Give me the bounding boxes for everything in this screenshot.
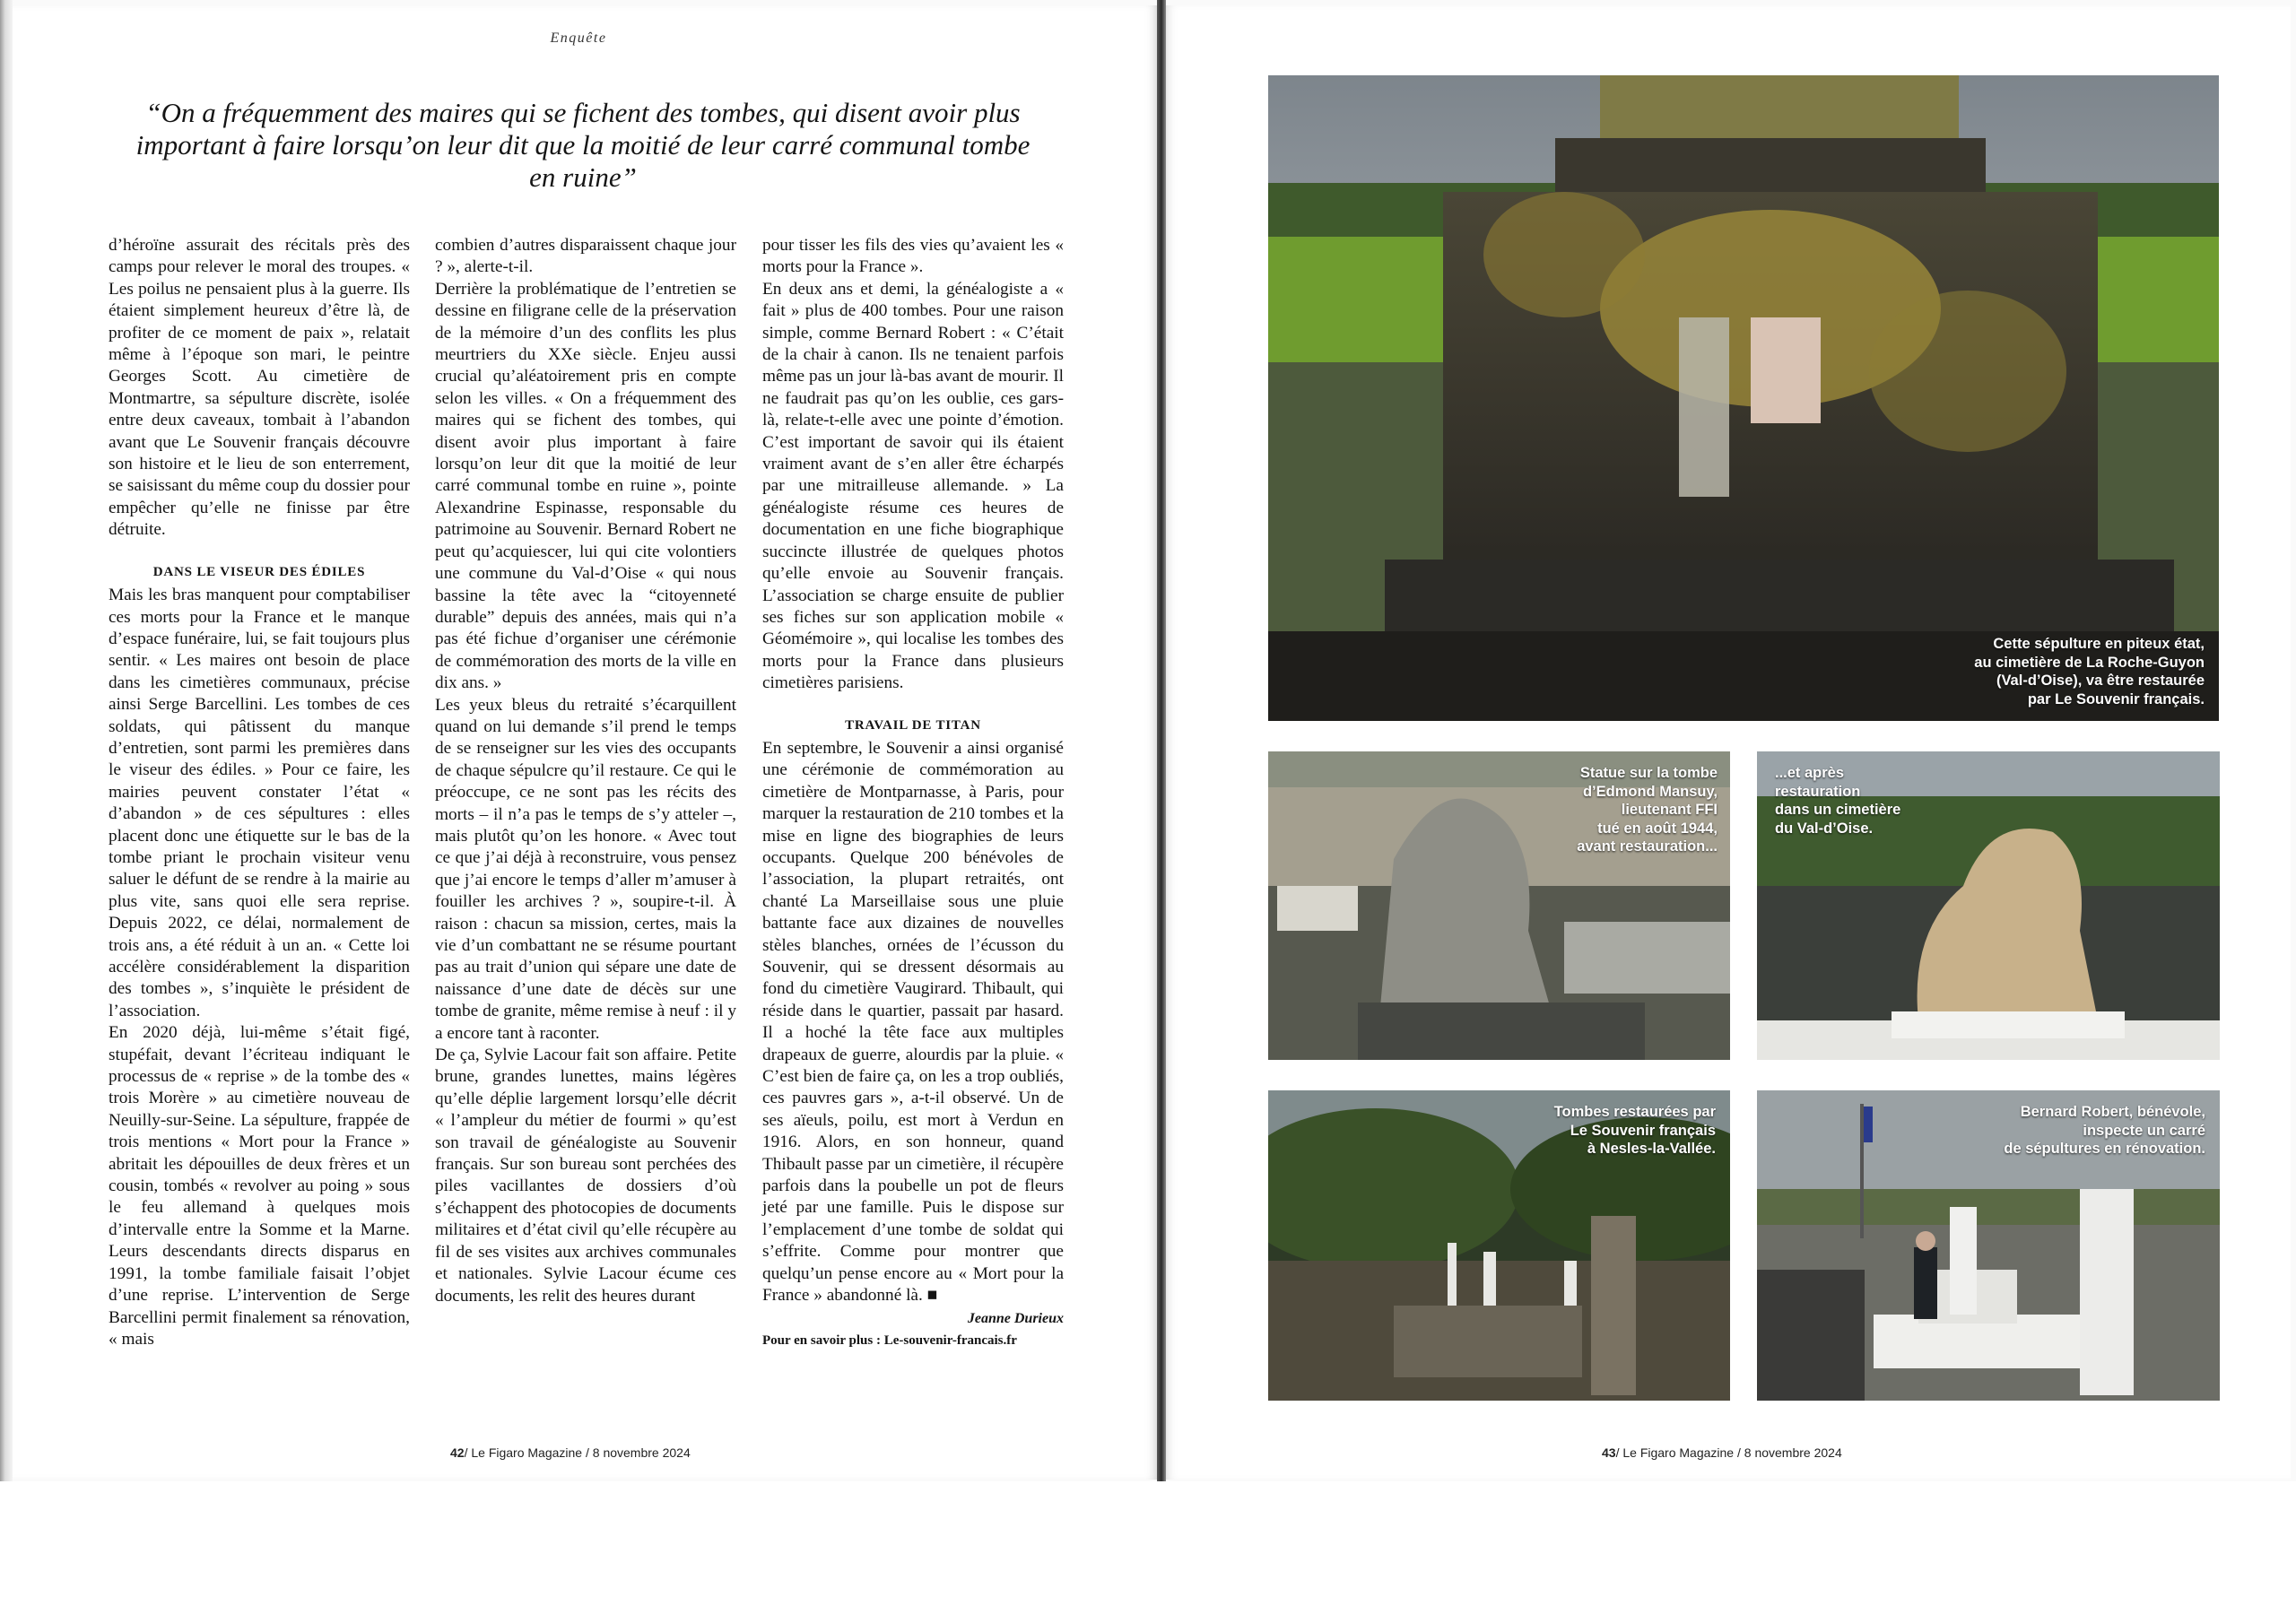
pull-quote: “On a fréquemment des maires qui se fichent des tombes, qui disent avoir plus important à faire lorsqu’on leur dit que la moitié de leur carré communal tombe en ruine”: [135, 97, 1031, 193]
article-column-1: [109, 235, 410, 1350]
photo-caption: Statue sur la tombe d’Edmond Mansuy, lieutenant FFI tué en août 1944, avant restauration...: [1577, 765, 1718, 855]
folio-left: [450, 1445, 691, 1460]
page-number: 42: [450, 1445, 465, 1460]
subheading: DANS LE VISEUR DES ÉDILES: [152, 564, 366, 579]
section-kicker: Enquête: [550, 30, 607, 46]
article-column-2: [435, 235, 736, 1307]
paragraph: De ça, Sylvie Lacour fait son affaire. Petite brune, grandes lunettes, mains légères qu’elle déplie largement lorsqu’elle décrit « l’ampleur du métier de fourmi » qu’est son travail de généalogiste au Souvenir français. Sur son bureau sont perchées des piles vacillantes de dossiers d’où s’échappent des photocopies de documents militaires et d’état civil qu’elle récupère au fil de ses visites aux archives communales et nationales. Sylvie Lacour écume ces documents, les relit des heures durant: [435, 1046, 736, 1306]
photo-caption: Bernard Robert, bénévole, inspecte un carré de sépultures en rénovation.: [2004, 1104, 2205, 1157]
photo-caption: ...et après restauration dans un cimetière du Val-d’Oise.: [1775, 765, 1901, 837]
subheading: TRAVAIL DE TITAN: [845, 717, 981, 733]
photo-weathered-tomb: [1268, 75, 2219, 721]
paragraph: En septembre, le Souvenir a ainsi organisé une cérémonie de commémoration au cimetière de Montparnasse, à Paris, pour marquer la restauration de 210 tombes et la mise en ligne des biographies de leurs occupants. Quelque 200 bénévoles de l’association, la plupart retraités, ont chanté La Marseillaise sous une pluie battante face aux dizaines de nouvelles stèles blanches, ornées de l’écusson du Souvenir, qui se dressent désormais au fond du cimetière Vaugirard. Thibault, qui réside dans le quartier, passait par hasard. Il a hoché la tête face aux multiples drapeaux de guerre, alourdis par la pluie. « C’est bien de faire ça, on les a trop oubliés, ces pauvres gars », a-t-il observé. Un de ses aïeuls, poilu, est mort à Verdun en 1916. Alors, en son honneur, quand Thibault passe par un cimetière, il récupère parfois dans la poubelle un pot de fleurs jeté par une famille. Puis le dispose sur l’emplacement d’une tombe de soldat qui s’effrite. Comme pour montrer que quelqu’un pense encore au « Mort pour la France » abandonné là. ■: [762, 738, 1064, 1306]
paragraph: Mais les bras manquent pour comptabiliser ces morts pour la France et le manque d’espace funéraire, lui, se fait toujours plus sentir. « Les maires ont besoin de place dans les cimetières communaux, précise ainsi Serge Barcellini. Les tombes de ces soldats, qui pâtissent du manque d’entretien, sont parmi les premières dans le viseur des édiles. » Pour ce faire, les mairies peuvent constater l’état « d’abandon » de ces sépultures : elles placent donc une étiquette sur le bas de la tombe priant le prochain visiteur venu saluer le défunt de se rendre à la mairie au plus vite, sans quoi elle sera reprise. Depuis 2022, ce délai, normalement de trois ans, a été réduit à un an. « Cette loi accélère considérablement la disparition des tombes », s’inquiète le président de l’association.: [109, 586, 410, 1020]
page-edge: [0, 0, 13, 1481]
paragraph: d’héroïne assurait des récitals près des camps pour relever le moral des troupes. « Les poilus ne pensaient plus à la guerre. Ils étaient simplement heureux d’être là, de profiter de ce moment de paix », relatait même à l’époque son mari, le peintre Georges Scott. Au cimetière de Montmartre, sa sépulture discrète, isolée entre deux caveaux, tombait à l’abandon avant que Le Souvenir français découvre son histoire et le lieu de son enterrement, se saisissant du même coup du dossier pour empêcher qu’elle ne finisse par être détruite.: [109, 236, 410, 540]
photo-statue-after: [1757, 751, 2220, 1060]
paragraph: En deux ans et demi, la généalogiste a « fait » plus de 400 tombes. Pour une raison simple, comme Bernard Robert : « C’était de la chair à canon. Ils ne tenaient parfois même pas un jour là-bas avant de mourir. Il ne faudrait pas qu’on les oublie, ces gars-là, relate-t-elle avec une pointe d’émotion. C’est important de savoir qui ils étaient vraiment avant de s’en aller être écharpés par une mitrailleuse allemande. » La généalogiste résume ces heures de documentation en une fiche biographique succincte illustrée de quelques photos qu’elle envoie au Souvenir français. L’association se charge ensuite de publier ses fiches sur son application mobile « Géomémoire », qui localise les tombes des morts pour la France dans plusieurs cimetières parisiens.: [762, 279, 1064, 693]
photo-caption: Tombes restaurées par Le Souvenir français à Nesles-la-Vallée.: [1553, 1104, 1716, 1157]
more-info-link[interactable]: Pour en savoir plus : Le-souvenir-francais.fr: [762, 1332, 1017, 1348]
paragraph: Derrière la problématique de l’entretien se dessine en filigrane celle de la préservation de la mémoire d’un des conflits les plus meurtriers du XXe siècle. Enjeu aussi crucial qu’aléatoirement pris en compte selon les villes. « On a fréquemment des maires qui se fichent des tombes, qui disent avoir plus important à faire lorsqu’on leur dit que la moitié de leur carré communal tombe en ruine », pointe Alexandrine Espinasse, responsable du patrimoine au Souvenir. Bernard Robert ne peut qu’acquiescer, lui qui cite volontiers une commune du Val-d’Oise « qui nous bassine la tête avec la “citoyenneté durable” depuis des années, mais qui n’a pas été fichue d’organiser une cérémonie de commémoration des morts de la ville en dix ans. »: [435, 279, 736, 693]
photo-statue-before: [1268, 751, 1730, 1060]
spine-gutter: [1157, 0, 1166, 1481]
article-column-3: [762, 235, 1064, 1351]
paragraph: Les yeux bleus du retraité s’écarquillent quand on lui demande s’il prend le temps de se renseigner sur les vies des occupants de chaque sépulcre qu’il restaure. Ce qui le préoccupe, ce ne sont pas les récits des morts – il n’a pas le temps de s’y atteler –, mais plutôt qu’on les honore. « Avec tout ce que j’ai déjà à reconstruire, vous pensez que j’ai encore le temps d’aller m’amuser à fouiller les archives ? », soupire-t-il. À raison : chacun sa mission, certes, mais la vie d’un combattant ne se résume pourtant pas au trait d’union qui sépare une date de naissance d’une date de décès sur une tombe de granite, même remise à neuf : il y a encore tant à raconter.: [435, 695, 736, 1043]
photo-volunteer-inspecting: [1757, 1090, 2220, 1401]
paragraph: En 2020 déjà, lui-même s’était figé, stupéfait, devant l’écriteau indiquant le processus de « reprise » de la tombe des « trois Morère » au cimetière nouveau de Neuilly-sur-Seine. La sépulture, frappée de trois mentions « Mort pour la France » abritait les dépouilles de deux frères et un cousin, tombés « revolver au poing » sous le feu allemand à quelques mois d’intervalle entre la Somme et la Marne. Leurs descendants directs disparus en 1991, la tombe familiale faisait l’objet d’une reprise. L’intervention de Serge Barcellini permit finalement sa rénovation, « mais: [109, 1023, 410, 1349]
paragraph: pour tisser les fils des vies qu’avaient les « morts pour la France ».: [762, 236, 1064, 277]
author-signature: Jeanne Durieux: [967, 1310, 1064, 1326]
folio-right: [1602, 1445, 1842, 1460]
page-number: 43: [1602, 1445, 1616, 1460]
paragraph: combien d’autres disparaissent chaque jour ? », alerte-t-il.: [435, 236, 736, 277]
photo-nesles-graves: [1268, 1090, 1730, 1401]
folio-text: / Le Figaro Magazine / 8 novembre 2024: [464, 1445, 691, 1460]
photo-caption: Cette sépulture en piteux état, au cimetière de La Roche-Guyon (Val-d’Oise), va être restaurée par Le Souvenir français.: [1974, 636, 2205, 707]
folio-text: / Le Figaro Magazine / 8 novembre 2024: [1615, 1445, 1842, 1460]
